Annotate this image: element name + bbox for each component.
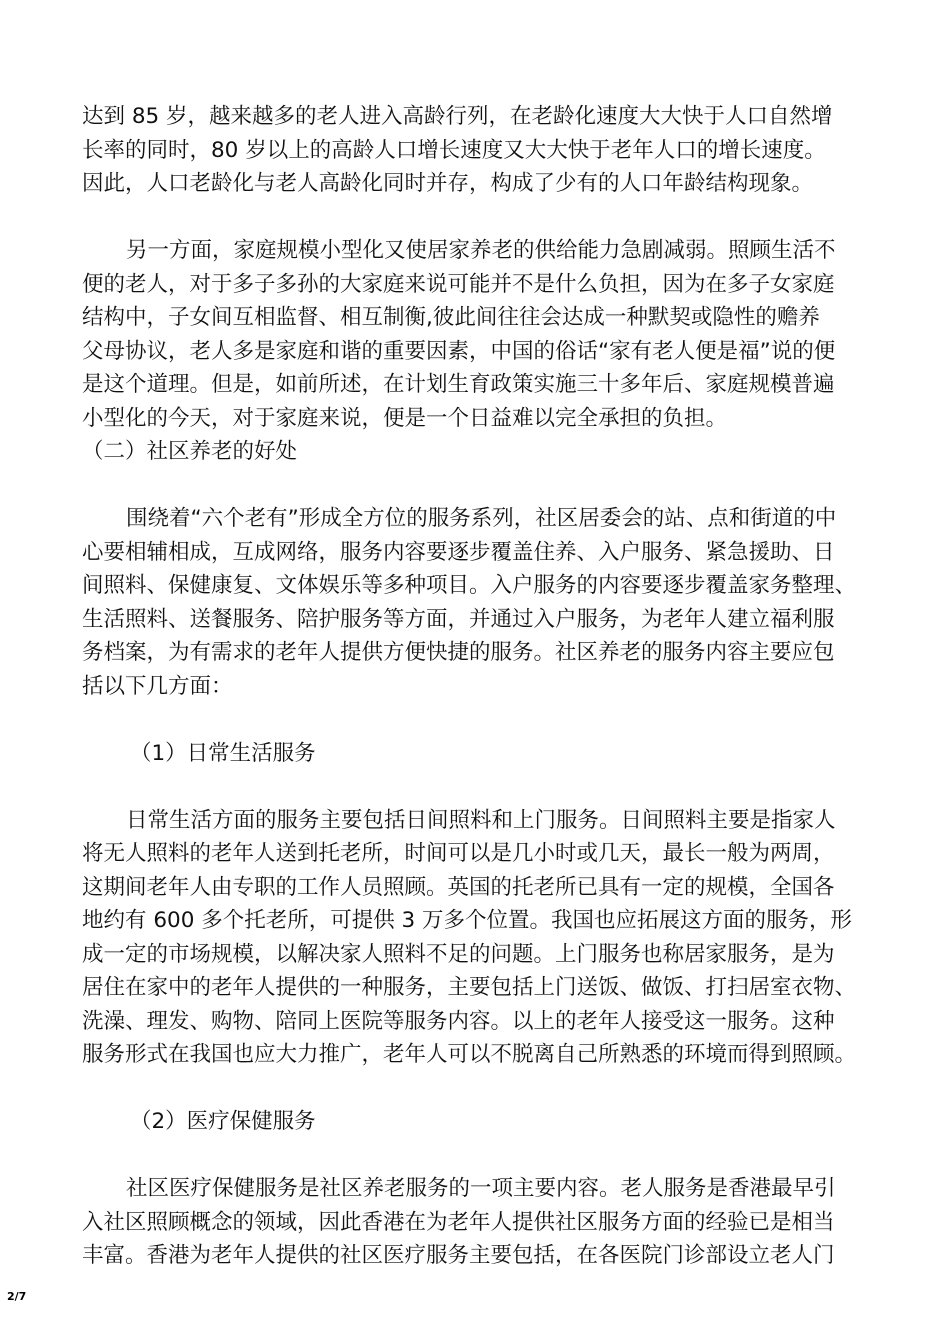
paragraph-spacer xyxy=(82,201,872,235)
text-line: 因此，人口老龄化与老人高龄化同时并存，构成了少有的人口年龄结构现象。 xyxy=(82,171,814,196)
paragraph-1 xyxy=(82,100,872,201)
text-line: 日常生活方面的服务主要包括日间照料和上门服务。日间照料主要是指家人 xyxy=(126,807,836,833)
text-line: 这期间老年人由专职的工作人员照顾。英国的托老所已具有一定的规模，全国各 xyxy=(82,874,835,900)
paragraph-2 xyxy=(82,234,872,435)
text-line: 生活照料、送餐服务、陪护服务等方面，并通过入户服务，为老年人建立福利服 xyxy=(82,606,835,632)
text-line: 括以下几方面： xyxy=(82,673,233,699)
paragraph-5 xyxy=(82,1172,872,1273)
document-body xyxy=(82,100,872,1273)
paragraph-spacer xyxy=(82,703,872,737)
text-line: 结构中，子女间互相监督、相互制衡,彼此间往往会达成一种默契或隐性的赡养 xyxy=(82,305,820,330)
text-line: 便的老人，对于多子多孙的大家庭来说可能并不是什么负担，因为在多子女家庭 xyxy=(82,271,835,297)
text-line: 达到 85 岁，越来越多的老人进入高龄行列，在老龄化速度大大快于人口自然增 xyxy=(82,104,833,129)
subsection-heading: （1）日常生活服务 xyxy=(130,740,316,766)
paragraph-spacer xyxy=(82,1139,872,1173)
text-line: 另一方面，家庭规模小型化又使居家养老的供给能力急剧减弱。照顾生活不 xyxy=(126,238,836,263)
subsection-heading: （2）医疗保健服务 xyxy=(130,1109,316,1134)
text-line: 入社区照顾概念的领域，因此香港在为老年人提供社区服务方面的经验已是相当 xyxy=(82,1209,835,1235)
paragraph-spacer xyxy=(82,1072,872,1106)
text-line: 将无人照料的老年人送到托老所，时间可以是几小时或几天，最长一般为两周， xyxy=(82,841,835,866)
text-line: 是这个道理。但是，如前所述，在计划生育政策实施三十多年后、家庭规模普遍 xyxy=(82,372,835,397)
text-line: 居住在家中的老年人提供的一种服务，主要包括上门送饭、做饭、打扫居室衣物、 xyxy=(82,975,857,1000)
text-line: 洗澡、理发、购物、陪同上医院等服务内容。以上的老年人接受这一服务。这种 xyxy=(82,1008,835,1034)
text-line: 成一定的市场规模，以解决家人照料不足的问题。上门服务也称居家服务，是为 xyxy=(82,941,835,967)
text-line: 围绕着“六个老有”形成全方位的服务系列，社区居委会的站、点和街道的中 xyxy=(126,506,837,531)
paragraph-spacer xyxy=(82,469,872,503)
text-line: 间照料、保健康复、文体娱乐等多种项目。入户服务的内容要逐步覆盖家务整理、 xyxy=(82,573,857,598)
section-heading: （二）社区养老的好处 xyxy=(82,439,298,464)
paragraph-3 xyxy=(82,502,872,703)
paragraph-spacer xyxy=(82,770,872,804)
text-line: 社区医疗保健服务是社区养老服务的一项主要内容。老人服务是香港最早引 xyxy=(126,1176,836,1201)
text-line: 地约有 600 多个托老所，可提供 3 万多个位置。我国也应拓展这方面的服务，形 xyxy=(82,908,853,933)
text-line: 心要相辅相成，互成网络，服务内容要逐步覆盖住养、入户服务、紧急援助、日 xyxy=(82,539,835,565)
paragraph-4 xyxy=(82,804,872,1072)
text-line: 务档案，为有需求的老年人提供方便快捷的服务。社区养老的服务内容主要应包 xyxy=(82,640,835,665)
text-line: 父母协议，老人多是家庭和谐的重要因素，中国的俗话“家有老人便是福”说的便 xyxy=(82,338,836,364)
text-line: 服务形式在我国也应大力推广，老年人可以不脱离自己所熟悉的环境而得到照顾。 xyxy=(82,1042,857,1067)
text-line: 小型化的今天，对于家庭来说，便是一个日益难以完全承担的负担。 xyxy=(82,405,728,431)
text-line: 长率的同时，80 岁以上的高龄人口增长速度又大大快于老年人口的增长速度。 xyxy=(82,137,826,163)
page-number: 2/7 xyxy=(7,1290,27,1303)
text-line: 丰富。香港为老年人提供的社区医疗服务主要包括，在各医院门诊部设立老人门 xyxy=(82,1243,835,1268)
